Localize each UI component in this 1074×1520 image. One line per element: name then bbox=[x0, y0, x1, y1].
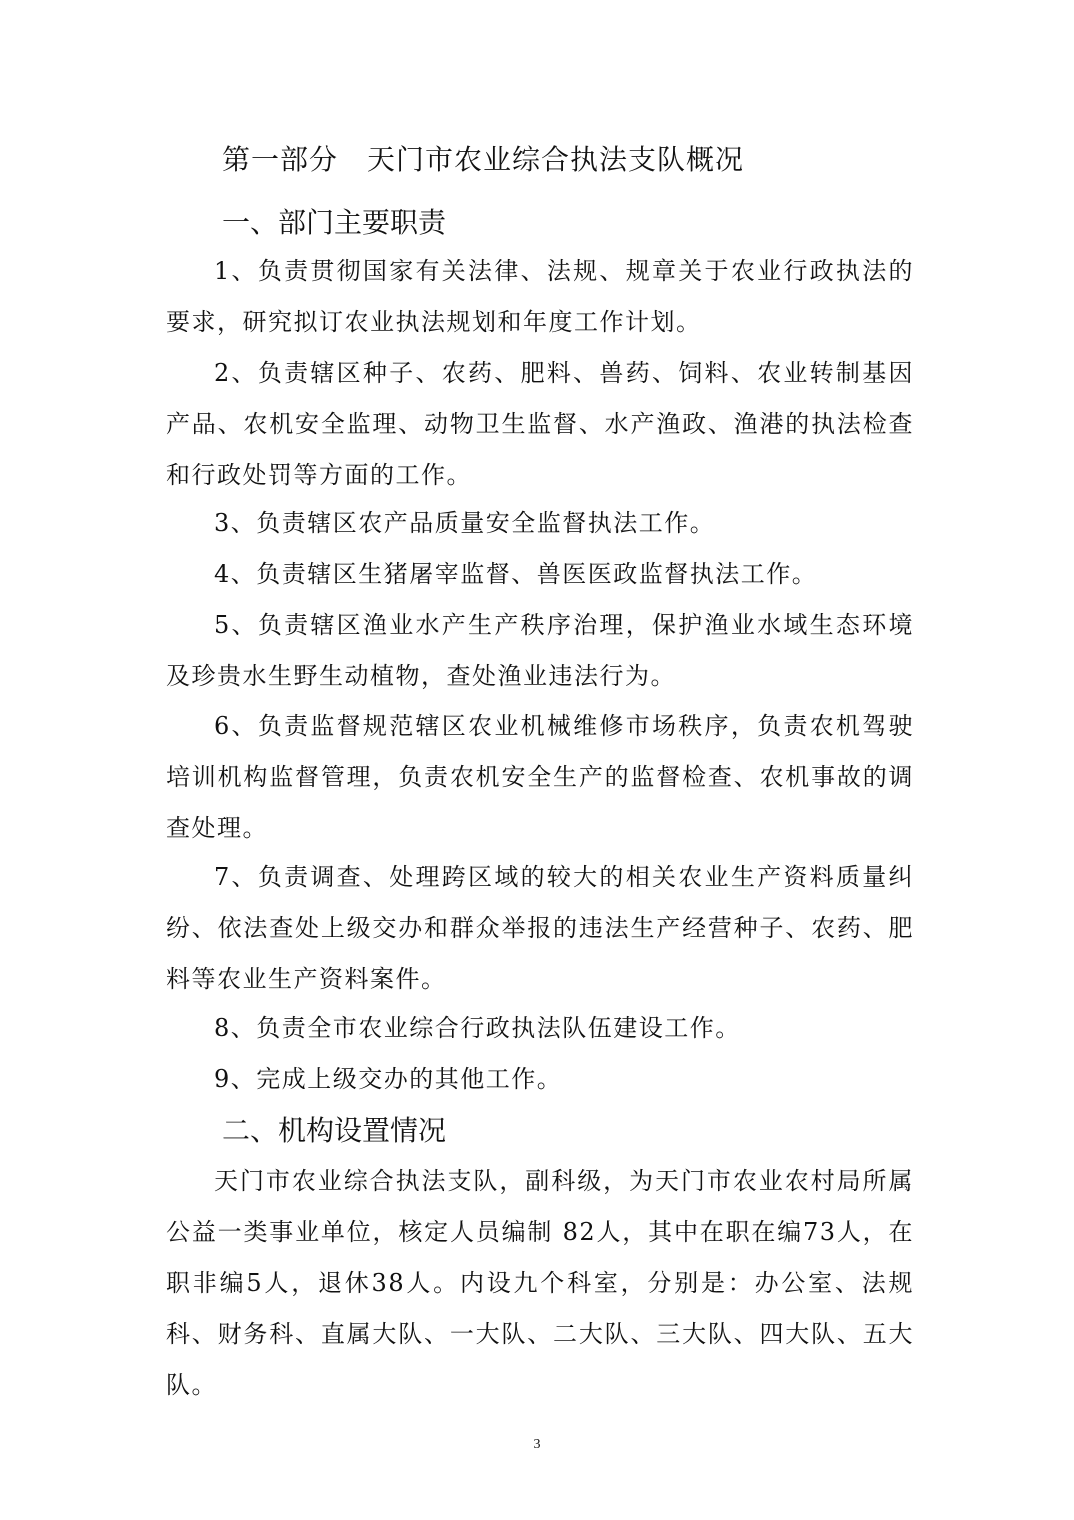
duty-item-3: 3、负责辖区农产品质量安全监督执法工作。 bbox=[214, 509, 716, 537]
duty-item-2: 2、负责辖区种子、农药、肥料、兽药、饲料、农业转制基因产品、农机安全监理、动物卫生监督、水产渔政、渔港的执法检查和行政处罚等方面的工作。 bbox=[166, 359, 914, 489]
duty-item-1: 1、负责贯彻国家有关法律、法规、规章关于农业行政执法的要求，研究拟订农业执法规划和年度工作计划。 bbox=[166, 257, 914, 336]
section-heading-organization: 二、机构设置情况 bbox=[222, 1114, 447, 1147]
organization-paragraph: 天门市农业综合执法支队，副科级，为天门市农业农村局所属公益一类事业单位，核定人员编制 82人，其中在职在编73人，在职非编5人，退休38人。内设九个科室，分别是：办公室、法规科、财务科、直属大队、一大队、二大队、三大队、四大队、五大队。 bbox=[166, 1167, 914, 1399]
duty-item-5: 5、负责辖区渔业水产生产秩序治理，保护渔业水域生态环境及珍贵水生野生动植物，查处渔业违法行为。 bbox=[166, 611, 914, 690]
part-title: 第一部分 天门市农业综合执法支队概况 bbox=[222, 143, 745, 176]
duty-item-9: 9、完成上级交办的其他工作。 bbox=[214, 1065, 563, 1093]
duty-item-4: 4、负责辖区生猪屠宰监督、兽医医政监督执法工作。 bbox=[214, 560, 818, 588]
duty-item-7: 7、负责调查、处理跨区域的较大的相关农业生产资料质量纠纷、依法查处上级交办和群众举报的违法生产经营种子、农药、肥料等农业生产资料案件。 bbox=[166, 863, 914, 993]
duty-item-6: 6、负责监督规范辖区农业机械维修市场秩序，负责农机驾驶培训机构监督管理，负责农机安全生产的监督检查、农机事故的调查处理。 bbox=[166, 712, 914, 842]
page-number: 3 bbox=[533, 1437, 541, 1452]
duty-item-8: 8、负责全市农业综合行政执法队伍建设工作。 bbox=[214, 1014, 741, 1042]
section-heading-duties: 一、部门主要职责 bbox=[222, 206, 447, 239]
